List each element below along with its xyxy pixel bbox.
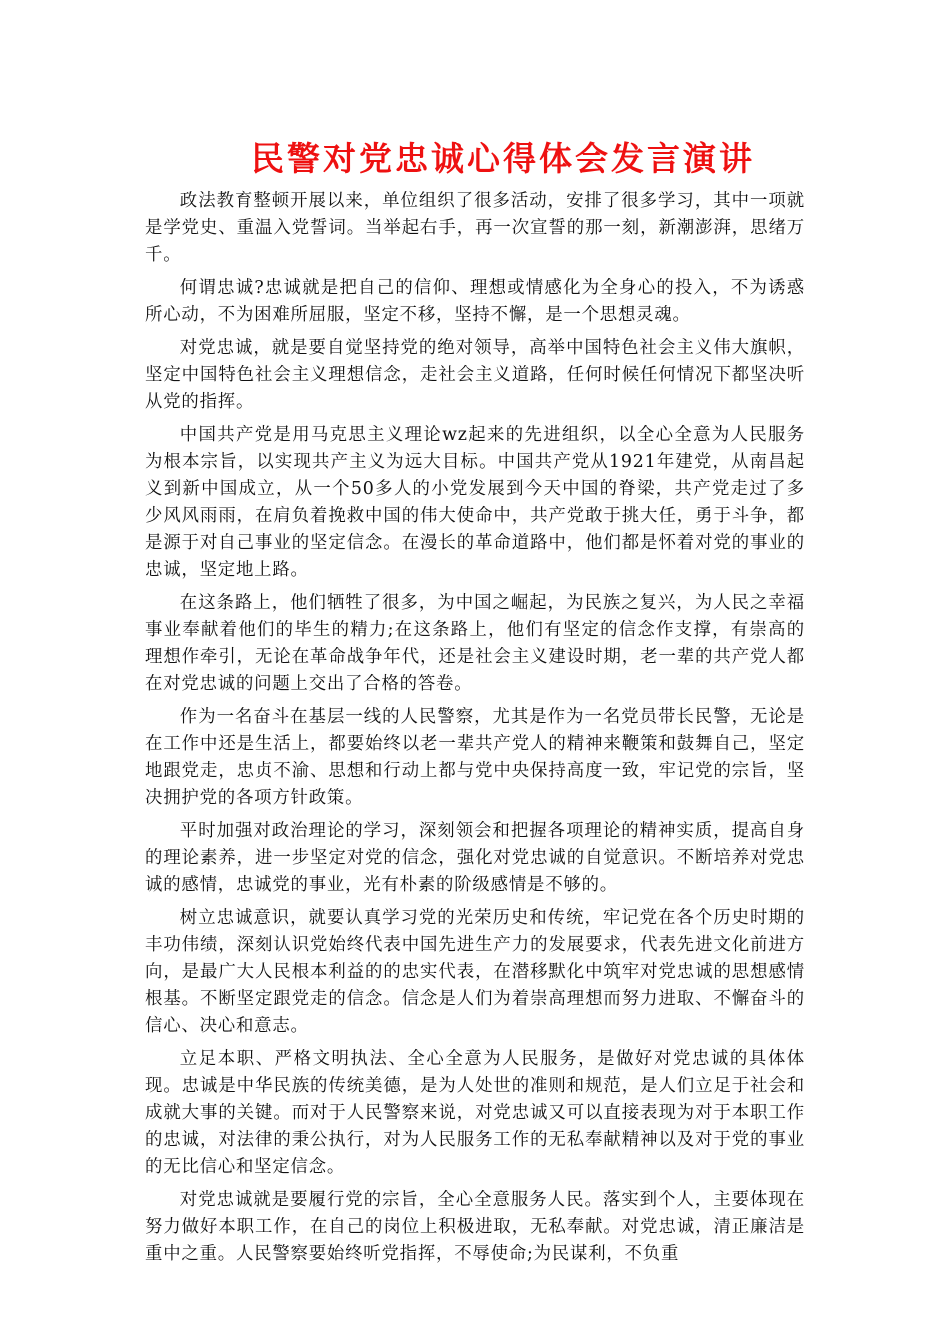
paragraph-2: 何谓忠诚?忠诚就是把自己的信仰、理想或情感化为全身心的投入，不为诱惑所心动，不为困难所屈服，坚定不移，坚持不懈，是一个思想灵魂。 bbox=[145, 278, 805, 325]
paragraph-3: 对党忠诚，就是要自觉坚持党的绝对领导，高举中国特色社会主义伟大旗帜，坚定中国特色社会主义理想信念，走社会主义道路，任何时候任何情况下都坚决听从党的指挥。 bbox=[145, 338, 805, 412]
paragraph-10: 对党忠诚就是要履行党的宗旨，全心全意服务人民。落实到个人，主要体现在努力做好本职工作，在自己的岗位上积极进取，无私奉献。对党忠诚，清正廉洁是重中之重。人民警察要始终听党指挥，不辱使命;为民谋利，不负重 bbox=[145, 1190, 805, 1264]
paragraph-6: 作为一名奋斗在基层一线的人民警察，尤其是作为一名党员带长民警，无论是在工作中还是生活上，都要始终以老一辈共产党人的精神来鞭策和鼓舞自己，坚定地跟党走，忠贞不渝、思想和行动上都与党中央保持高度一致，牢记党的宗旨，坚决拥护党的各项方针政策。 bbox=[145, 707, 805, 808]
document-title: 民警对党忠诚心得体会发言演讲 bbox=[251, 139, 755, 178]
paragraph-7: 平时加强对政治理论的学习，深刻领会和把握各项理论的精神实质，提高自身的理论素养，进一步坚定对党的信念，强化对党忠诚的自觉意识。不断培养对党忠诚的感情，忠诚党的事业，光有朴素的阶级感情是不够的。 bbox=[145, 821, 805, 895]
paragraph-4: 中国共产党是用马克思主义理论wz起来的先进组织，以全心全意为人民服务为根本宗旨，以实现共产主义为远大目标。中国共产党从1921年建党，从南昌起义到新中国成立，从一个50多人的小党发展到今天中国的脊梁，共产党走过了多少风风雨雨，在肩负着挽救中国的伟大使命中，共产党敢于挑大任，勇于斗争，都是源于对自己事业的坚定信念。在漫长的革命道路中，他们都是怀着对党的事业的忠诚，坚定地上路。 bbox=[145, 425, 805, 580]
paragraph-5: 在这条路上，他们牺牲了很多，为中国之崛起，为民族之复兴，为人民之幸福事业奉献着他们的毕生的精力;在这条路上，他们有坚定的信念作支撑，有崇高的理想作牵引，无论在革命战争年代，还是社会主义建设时期，老一辈的共产党人都在对党忠诚的问题上交出了合格的答卷。 bbox=[145, 593, 805, 694]
paragraph-9: 立足本职、严格文明执法、全心全意为人民服务，是做好对党忠诚的具体体现。忠诚是中华民族的传统美德，是为人处世的准则和规范，是人们立足于社会和成就大事的关键。而对于人民警察来说，对党忠诚又可以直接表现为对于本职工作的忠诚，对法律的秉公执行，对为人民服务工作的无私奉献精神以及对于党的事业的无比信心和坚定信念。 bbox=[145, 1049, 805, 1177]
paragraph-1: 政法教育整顿开展以来，单位组织了很多活动，安排了很多学习，其中一项就是学党史、重温入党誓词。当举起右手，再一次宣誓的那一刻，新潮澎湃，思绪万千。 bbox=[145, 191, 805, 265]
paragraph-8: 树立忠诚意识，就要认真学习党的光荣历史和传统，牢记党在各个历史时期的丰功伟绩，深刻认识党始终代表中国先进生产力的发展要求，代表先进文化前进方向，是最广大人民根本利益的的忠实代表，在潜移默化中筑牢对党忠诚的思想感情根基。不断坚定跟党走的信念。信念是人们为着崇高理想而努力进取、不懈奋斗的信心、决心和意志。 bbox=[145, 908, 805, 1036]
document-body bbox=[145, 188, 805, 1274]
